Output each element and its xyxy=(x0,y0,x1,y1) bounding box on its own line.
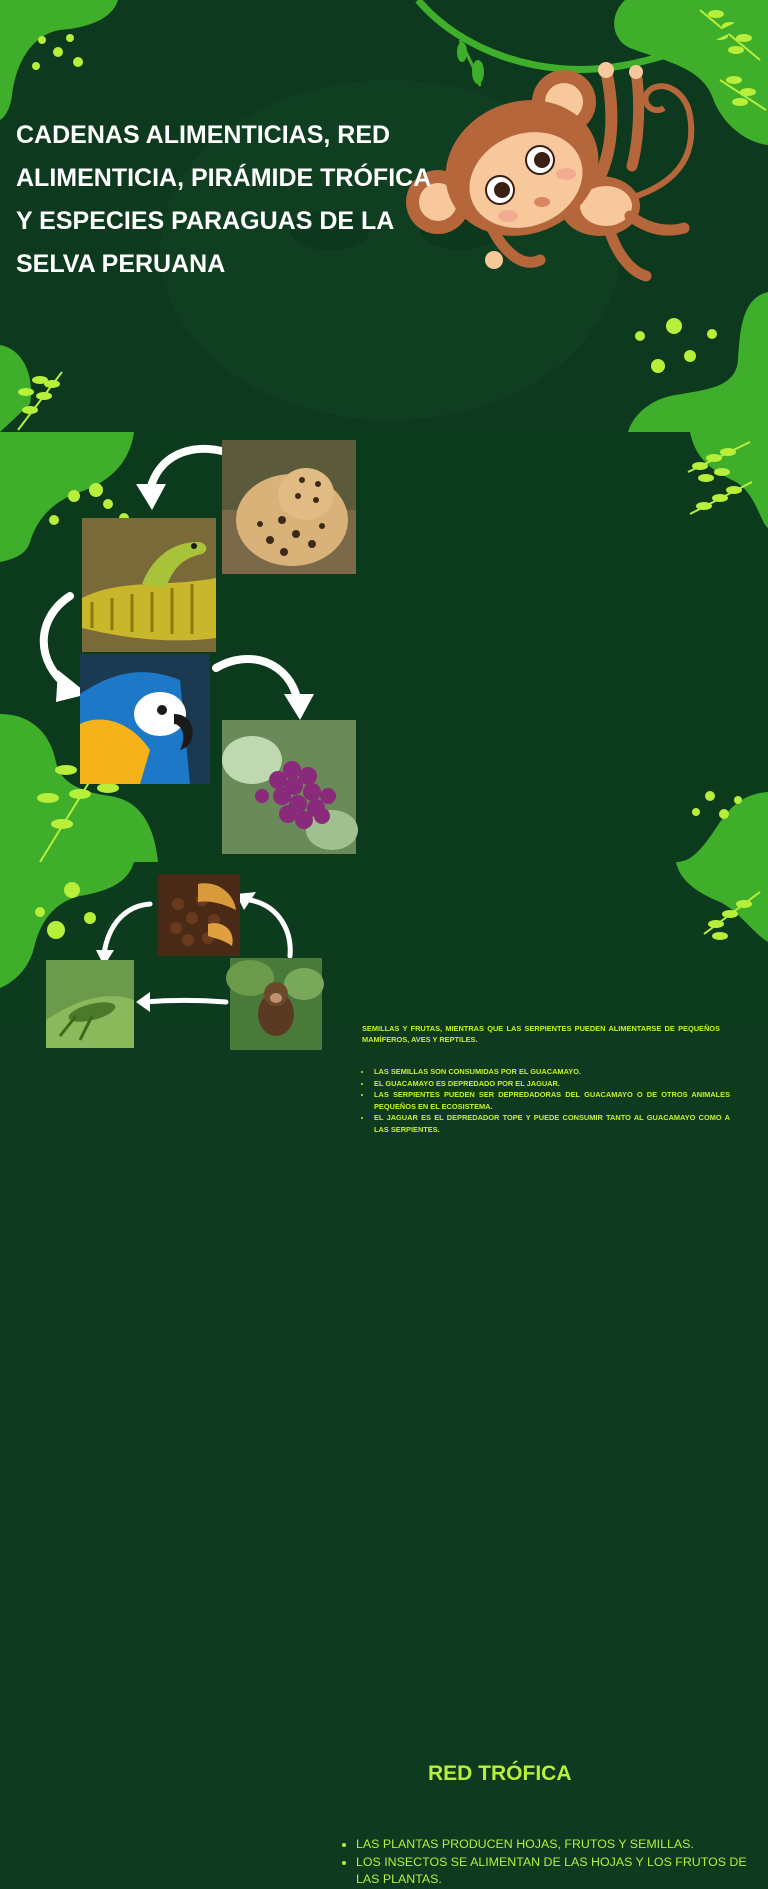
macaw-photo xyxy=(80,654,210,784)
cadena-bullet-list xyxy=(362,1066,730,1136)
grasshopper-photo xyxy=(46,960,134,1048)
monkey-illustration xyxy=(400,56,720,296)
monkey-photo xyxy=(230,958,322,1050)
cadena-paragraph: SEMILLAS Y FRUTAS, MIENTRAS QUE LAS SERPIENTES PUEDEN ALIMENTARSE DE PEQUEÑOS MAMÍFEROS, AVES Y REPTILES. xyxy=(362,1023,720,1045)
red-heading: RED TRÓFICA xyxy=(428,1762,572,1785)
red-bullet-list xyxy=(340,1836,756,1889)
title-section xyxy=(0,0,768,432)
list-item: • EL JAGUAR ES EL DEPREDADOR TOPE Y PUEDE CONSUMIR TANTO AL GUACAMAYO COMO A LAS SERPIENTES. xyxy=(372,1112,730,1135)
cadena-section xyxy=(0,432,768,1134)
list-item: • EL GUACAMAYO ES DEPREDADO POR EL JAGUAR. xyxy=(372,1078,730,1090)
list-item: • LAS SERPIENTES PUEDEN SER DEPREDADORAS DEL GUACAMAYO O DE OTROS ANIMALES PEQUEÑOS EN EL ECOSISTEMA. xyxy=(372,1089,730,1112)
jaguar-photo xyxy=(222,440,356,574)
list-item: • LAS PLANTAS PRODUCEN HOJAS, FRUTOS Y SEMILLAS. xyxy=(356,1836,756,1854)
grapes-photo xyxy=(222,720,356,854)
list-item: • LOS INSECTOS SE ALIMENTAN DE LAS HOJAS Y LOS FRUTOS DE LAS PLANTAS. xyxy=(356,1854,756,1889)
snake-photo xyxy=(82,518,216,652)
page-title: CADENAS ALIMENTICIAS, RED ALIMENTICIA, PIRÁMIDE TRÓFICA Y ESPECIES PARAGUAS DE LA SELVA PERUANA xyxy=(16,121,431,278)
seeds-photo xyxy=(158,874,240,956)
list-item: • LAS SEMILLAS SON CONSUMIDAS POR EL GUACAMAYO. xyxy=(372,1066,730,1078)
